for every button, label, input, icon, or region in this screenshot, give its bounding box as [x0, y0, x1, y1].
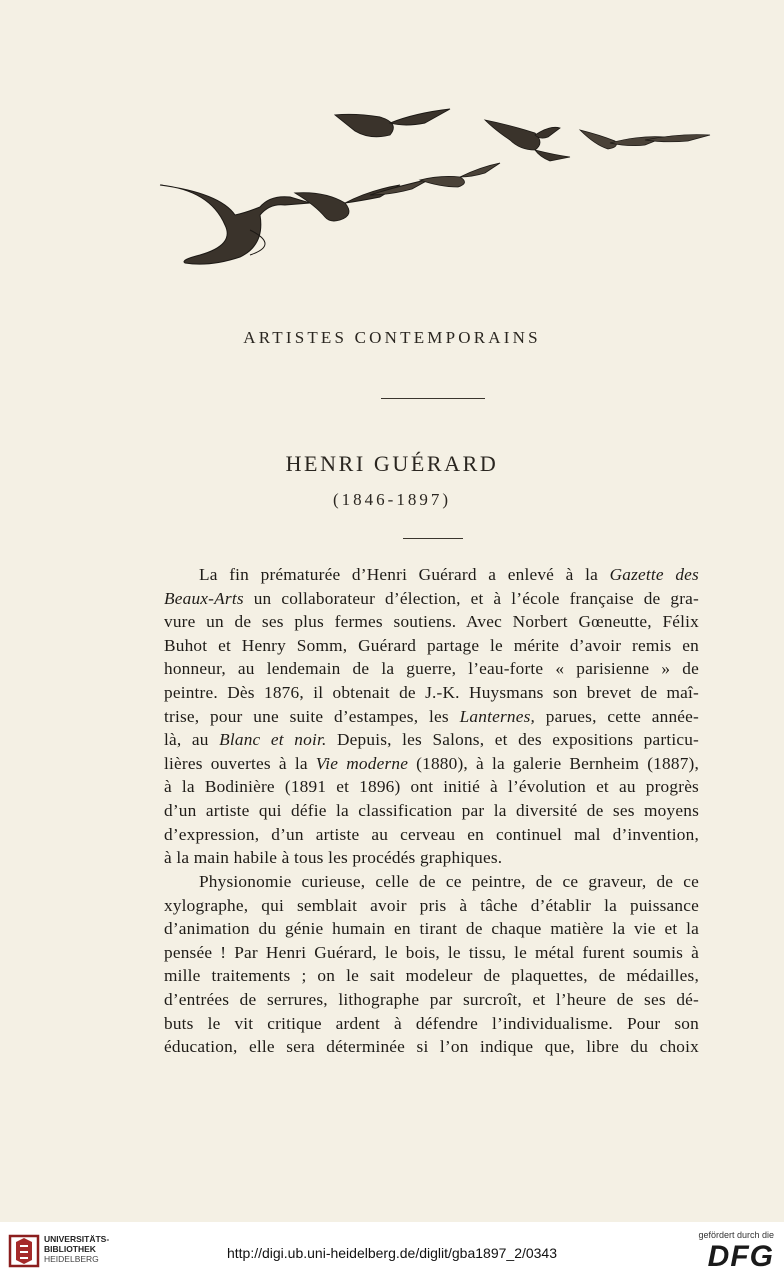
text-line: à la main habile à tous les procédés graphiques.	[164, 848, 503, 868]
duck-small-left	[420, 163, 500, 187]
flying-ducks-illustration	[140, 95, 720, 275]
duck-large	[160, 185, 310, 264]
text-line: Buhot et Henry Somm, Guérard partage le mérite d’avoir remis en	[164, 635, 699, 655]
library-name-line-2: BIBLIOTHEK	[44, 1244, 96, 1254]
title-divider	[381, 398, 485, 399]
library-name-line-3: HEIDELBERG	[44, 1254, 99, 1264]
dates-divider	[403, 538, 463, 539]
artist-dates: (1846-1897)	[333, 490, 451, 509]
text-line: lières ouvertes à la Vie moderne (1880), à la galerie Bernheim (1887),	[164, 753, 700, 773]
duck-far-right	[580, 130, 710, 149]
paragraph-1	[164, 563, 699, 870]
text-line: d’expression, d’un artiste au cerveau en continuel mal d’invention,	[164, 824, 699, 844]
text-line: trise, pour une suite d’estampes, les Lanternes, parues, cette année-	[164, 706, 699, 726]
text-line: mille traitements ; on le sait modeleur de plaquettes, de médailles,	[164, 966, 699, 986]
duck-medium	[295, 179, 430, 221]
text-line: éducation, elle sera déterminée si l’on indique que, libre du choix	[164, 1037, 699, 1057]
text-line: d’animation du génie humain en tirant de chaque matière la vie et la	[164, 919, 699, 939]
text-line: xylographe, qui semblait avoir pris à tâche d’établir la puissance	[164, 895, 699, 915]
text-line: d’un artiste qui défie la classification par la diversité de ses moyens	[164, 800, 699, 820]
duck-top-right	[485, 120, 570, 161]
text-line: honneur, au lendemain de la guerre, l’eau-forte « parisienne » de	[164, 659, 699, 679]
text-line: là, au Blanc et noir. Depuis, les Salons, et des expositions particu-	[164, 730, 699, 750]
text-line: buts le vit critique ardent à défendre l’individualisme. Pour son	[164, 1013, 699, 1033]
text-line: La fin prématurée d’Henri Guérard a enlevé à la Gazette des	[199, 565, 699, 584]
text-line: Beaux-Arts un collaborateur d’élection, et à l’école française de gra-	[164, 588, 699, 608]
footer-bar	[0, 1222, 784, 1278]
text-line: pensée ! Par Henri Guérard, le bois, le tissu, le métal furent soumis à	[164, 942, 699, 962]
text-line: vure un de ses plus fermes soutiens. Avec Norbert Gœneutte, Félix	[164, 612, 699, 632]
text-line: d’entrées de serrures, lithographe par surcroît, et l’heure de ses dé-	[164, 989, 699, 1009]
library-name-line-1: UNIVERSITÄTS-	[44, 1234, 110, 1244]
funding-label: gefördert durch die	[698, 1230, 774, 1240]
duck-top-center	[335, 109, 450, 137]
text-line: à la Bodinière (1891 et 1896) ont initié à l’évolution et au progrès	[164, 777, 699, 797]
text-line: peintre. Dès 1876, il obtenait de J.-K. Huysmans son brevet de maî-	[164, 682, 699, 702]
permalink-url[interactable]: http://digi.ub.uni-heidelberg.de/diglit/gba1897_2/0343	[226, 1245, 558, 1261]
section-title: ARTISTES CONTEMPORAINS	[243, 328, 541, 347]
text-line: Physionomie curieuse, celle de ce peintre, de ce graveur, de ce	[199, 872, 699, 891]
article-title: HENRI GUÉRARD	[285, 451, 499, 476]
dfg-logo: DFG	[707, 1240, 774, 1273]
paragraph-2	[164, 870, 699, 1059]
